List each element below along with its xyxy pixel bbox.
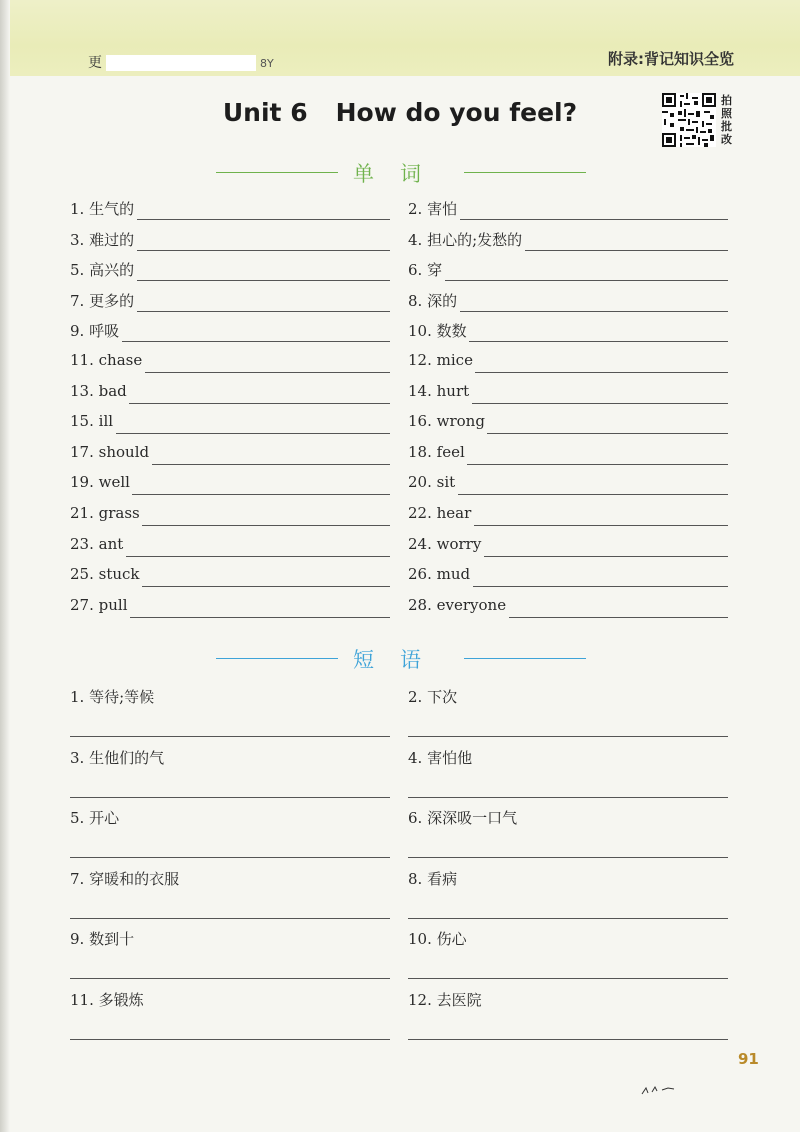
answer-blank[interactable] (122, 341, 390, 342)
vocab-item (70, 504, 390, 528)
phrase-term: 多锻炼 (98, 991, 144, 1009)
answer-blank[interactable] (137, 219, 390, 220)
answer-line[interactable] (408, 918, 728, 919)
phrase-number: 11. (70, 991, 94, 1009)
phrase-term: 去医院 (436, 991, 482, 1009)
vocab-number: 28. (408, 596, 432, 614)
answer-line[interactable] (408, 797, 728, 798)
phrase-term: 生他们的气 (89, 749, 165, 767)
vocab-term: wrong (436, 412, 485, 430)
vocab-item (408, 351, 728, 375)
vocab-number: 8. (408, 292, 423, 310)
vocab-number: 16. (408, 412, 432, 430)
vocab-item (408, 229, 728, 253)
section-phrases-heading (0, 644, 800, 674)
vocab-term: 害怕 (427, 200, 458, 218)
vocab-item (408, 504, 728, 528)
vocab-number: 4. (408, 231, 423, 249)
phrase-item (408, 747, 728, 799)
vocab-item (408, 473, 728, 497)
phrase-number: 12. (408, 991, 432, 1009)
vocab-number: 17. (70, 443, 94, 461)
phrase-number: 2. (408, 688, 423, 706)
vocab-term: hear (436, 504, 472, 522)
phrase-term: 看病 (427, 870, 458, 888)
vocab-number: 26. (408, 565, 432, 583)
phrase-item (70, 747, 390, 799)
vocab-term: feel (436, 443, 465, 461)
vocab-item (408, 565, 728, 589)
answer-blank[interactable] (142, 525, 390, 526)
unit-label: Unit 6 (222, 98, 308, 127)
vocab-number: 2. (408, 200, 423, 218)
vocab-item (70, 198, 390, 222)
phrase-item (70, 686, 390, 738)
answer-blank[interactable] (484, 556, 728, 557)
vocab-number: 20. (408, 473, 432, 491)
vocab-term: sit (436, 473, 456, 491)
phrase-number: 3. (70, 749, 85, 767)
answer-blank[interactable] (469, 341, 728, 342)
answer-line[interactable] (70, 978, 390, 979)
vocab-number: 24. (408, 535, 432, 553)
answer-line[interactable] (70, 797, 390, 798)
vocab-term: grass (98, 504, 140, 522)
qr-code-icon[interactable] (662, 93, 716, 147)
header-left-suffix: 8Y (260, 57, 274, 70)
vocab-term: 高兴的 (89, 261, 135, 279)
answer-blank[interactable] (142, 586, 390, 587)
phrase-number: 4. (408, 749, 423, 767)
answer-blank[interactable] (130, 617, 390, 618)
answer-blank[interactable] (116, 433, 390, 434)
answer-blank[interactable] (473, 586, 728, 587)
answer-blank[interactable] (474, 525, 728, 526)
answer-line[interactable] (408, 978, 728, 979)
header-right: 附录:背记知识全览 (608, 50, 734, 68)
answer-line[interactable] (408, 1039, 728, 1040)
heading-rule-left (216, 658, 338, 659)
answer-line[interactable] (70, 857, 390, 858)
vocab-number: 1. (70, 200, 85, 218)
vocab-term: mice (436, 351, 473, 369)
answer-blank[interactable] (132, 494, 390, 495)
answer-blank[interactable] (487, 433, 728, 434)
phrase-number: 5. (70, 809, 85, 827)
vocab-number: 14. (408, 382, 432, 400)
phrase-item (70, 868, 390, 920)
phrase-term: 伤心 (436, 930, 467, 948)
header-left-text: 更 (88, 55, 102, 71)
vocab-item (408, 382, 728, 406)
answer-line[interactable] (70, 918, 390, 919)
vocab-term: worry (436, 535, 482, 553)
answer-blank[interactable] (525, 250, 728, 251)
answer-line[interactable] (70, 1039, 390, 1040)
qr-label: 拍照批改 (721, 94, 732, 146)
vocab-term: 担心的;发愁的 (427, 231, 523, 249)
heading-rule-left (216, 172, 338, 173)
vocab-item (70, 565, 390, 589)
answer-blank[interactable] (129, 403, 390, 404)
vocab-item (70, 290, 390, 314)
vocab-item (408, 320, 728, 344)
vocab-term: 数数 (436, 322, 467, 340)
vocab-term: everyone (436, 596, 507, 614)
phrase-term: 等待;等候 (89, 688, 155, 706)
answer-blank[interactable] (460, 311, 728, 312)
vocab-term: hurt (436, 382, 470, 400)
phrase-item (70, 928, 390, 980)
vocab-number: 23. (70, 535, 94, 553)
answer-blank[interactable] (145, 372, 390, 373)
phrase-number: 8. (408, 870, 423, 888)
phrase-item (408, 686, 728, 738)
vocab-term: chase (98, 351, 143, 369)
answer-blank[interactable] (152, 464, 390, 465)
phrase-number: 9. (70, 930, 85, 948)
answer-line[interactable] (408, 857, 728, 858)
vocab-term: 呼吸 (89, 322, 120, 340)
vocab-number: 12. (408, 351, 432, 369)
vocab-item (70, 473, 390, 497)
vocab-term: ill (98, 412, 114, 430)
words-heading-text: 单词 (353, 162, 447, 186)
vocab-term: ant (98, 535, 124, 553)
vocab-term: 深的 (427, 292, 458, 310)
vocab-term: 更多的 (89, 292, 135, 310)
vocab-item (70, 229, 390, 253)
vocab-number: 3. (70, 231, 85, 249)
answer-blank[interactable] (460, 219, 728, 220)
answer-line[interactable] (70, 736, 390, 737)
vocab-item (70, 320, 390, 344)
header-left (88, 52, 274, 72)
section-words-heading (0, 158, 800, 188)
answer-blank[interactable] (126, 556, 390, 557)
answer-blank[interactable] (475, 372, 728, 373)
answer-blank[interactable] (137, 280, 390, 281)
vocab-number: 11. (70, 351, 94, 369)
vocab-number: 7. (70, 292, 85, 310)
heading-rule-right (464, 172, 586, 173)
vocab-term: 穿 (427, 261, 443, 279)
vocab-term: well (98, 473, 130, 491)
phrase-number: 1. (70, 688, 85, 706)
vocab-item (408, 290, 728, 314)
vocab-number: 6. (408, 261, 423, 279)
vocab-number: 18. (408, 443, 432, 461)
vocab-item (70, 412, 390, 436)
vocab-number: 10. (408, 322, 432, 340)
phrase-item (70, 807, 390, 859)
vocab-term: 生气的 (89, 200, 135, 218)
answer-blank[interactable] (458, 494, 728, 495)
vocab-item (408, 535, 728, 559)
vocab-item (408, 412, 728, 436)
phrase-number: 7. (70, 870, 85, 888)
vocab-item (70, 351, 390, 375)
phrase-number: 6. (408, 809, 423, 827)
vocab-number: 5. (70, 261, 85, 279)
vocab-number: 21. (70, 504, 94, 522)
answer-blank[interactable] (509, 617, 728, 618)
phrase-term: 害怕他 (427, 749, 473, 767)
vocab-term: mud (436, 565, 471, 583)
vocab-item (408, 198, 728, 222)
phrase-item (408, 928, 728, 980)
vocab-number: 22. (408, 504, 432, 522)
phrases-heading-text: 短语 (353, 648, 447, 672)
vocab-item (70, 259, 390, 283)
redaction-mask (106, 55, 256, 71)
vocab-term: pull (98, 596, 128, 614)
answer-blank[interactable] (137, 250, 390, 251)
vocab-item (408, 596, 728, 620)
phrase-term: 下次 (427, 688, 458, 706)
phrase-term: 深深吸一口气 (427, 809, 518, 827)
vocab-number: 25. (70, 565, 94, 583)
phrase-item (408, 989, 728, 1041)
vocab-item (408, 259, 728, 283)
phrase-term: 穿暖和的衣服 (89, 870, 180, 888)
vocab-item (70, 443, 390, 467)
answer-blank[interactable] (137, 311, 390, 312)
phrase-item (408, 868, 728, 920)
vocab-item (408, 443, 728, 467)
phrase-item (408, 807, 728, 859)
answer-line[interactable] (408, 736, 728, 737)
answer-blank[interactable] (467, 464, 728, 465)
unit-question: How do you feel? (335, 98, 578, 127)
vocab-number: 13. (70, 382, 94, 400)
vocab-item (70, 535, 390, 559)
phrase-item (70, 989, 390, 1041)
vocab-term: 难过的 (89, 231, 135, 249)
vocab-term: bad (98, 382, 127, 400)
vocab-number: 27. (70, 596, 94, 614)
vocab-term: stuck (98, 565, 140, 583)
vocab-term: should (98, 443, 150, 461)
page-number: 91 (738, 1050, 759, 1068)
phrase-term: 数到十 (89, 930, 135, 948)
pencil-mark-icon (640, 1078, 700, 1098)
answer-blank[interactable] (445, 280, 728, 281)
vocab-number: 9. (70, 322, 85, 340)
vocab-item (70, 382, 390, 406)
vocab-number: 19. (70, 473, 94, 491)
heading-rule-right (464, 658, 586, 659)
vocab-item (70, 596, 390, 620)
vocab-number: 15. (70, 412, 94, 430)
phrase-number: 10. (408, 930, 432, 948)
phrase-term: 开心 (89, 809, 120, 827)
answer-blank[interactable] (472, 403, 728, 404)
